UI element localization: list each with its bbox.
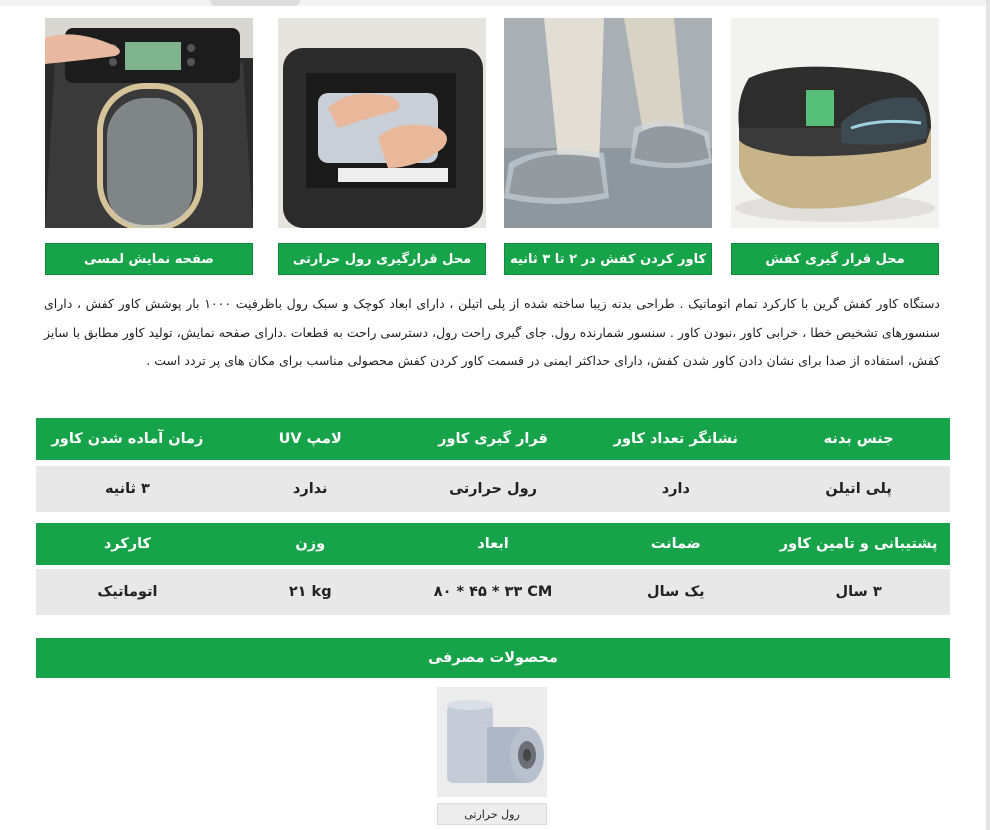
caption-shoe-cover: کاور کردن کفش در ۲ تا ۳ ثانیه <box>504 243 712 275</box>
specs-value-row-2 <box>36 569 950 615</box>
spec-value-uv-lamp: ندارد <box>292 481 328 497</box>
spec-header-body-material: جنس بدنه <box>823 431 894 447</box>
consumables-title: محصولات مصرفی <box>36 638 950 678</box>
spec-value-weight: ۲۱ kg <box>288 584 332 600</box>
spec-header-dimensions: ابعاد <box>477 536 509 552</box>
spec-value-warranty: یک سال <box>647 584 705 600</box>
spec-value-support: ۳ سال <box>835 584 882 600</box>
top-bar <box>0 0 990 6</box>
caption-thermal-roll: محل قرارگیری رول حرارتی <box>278 243 486 275</box>
spec-value-cover-counter: دارد <box>661 481 690 497</box>
top-bar-notch <box>210 0 300 6</box>
gallery-image-machine[interactable] <box>731 18 939 228</box>
spec-value-cover-placement: رول حرارتی <box>449 481 537 497</box>
product-thermal-roll-label[interactable]: رول حرارتی <box>437 803 547 825</box>
spec-value-dimensions: ۸۰ * ۴۵ * ۳۳ CM <box>433 584 553 600</box>
scrollbar-track[interactable] <box>986 0 990 830</box>
spec-header-weight: وزن <box>295 536 326 552</box>
gallery-image-touch-screen[interactable] <box>45 18 253 228</box>
caption-machine: محل قرار گیری کفش <box>731 243 939 275</box>
product-description: دستگاه کاور کفش گرین با کارکرد تمام اتوماتیک . طراحی بدنه زیبا ساخته شده از پلی اتیلن ، دارای ابعاد کوچک و سبک رول باظرفیت ۱۰۰۰ بار پوشش کاور کفش ، دارای سنسورهای تشخیص خطا ، خرابی کاور ،نبودن کاور . سنسور شمارنده رول. جای گیری راحت رول، دسترسی راحت به قطعات .دارای صفحه نمایش، تولید کاور مطابق با سایز کفش، استفاده از صدا برای نشان دادن کاور شدن کفش، دارای حداکثر ایمنی در قسمت کاور کردن کفش محصولی مناسب برای مکان های پر تردد است . <box>44 296 941 368</box>
spec-value-operation: اتوماتیک <box>97 584 158 600</box>
spec-value-body-material: پلی اتیلن <box>825 481 892 497</box>
gallery-image-thermal-roll[interactable] <box>278 18 486 228</box>
product-thermal-roll-image[interactable] <box>437 687 547 797</box>
spec-header-cover-counter: نشانگر تعداد کاور <box>613 431 738 447</box>
spec-header-uv-lamp: لامپ UV <box>278 431 342 447</box>
specs-value-row-1 <box>36 466 950 512</box>
spec-header-operation: کارکرد <box>103 536 151 552</box>
spec-header-support: پشتیبانی و تامین کاور <box>779 536 938 552</box>
spec-value-ready-time: ۳ ثانیه <box>104 481 150 497</box>
specs-header-row-1 <box>36 418 950 460</box>
spec-header-warranty: ضمانت <box>650 536 701 552</box>
specs-header-row-2 <box>36 523 950 565</box>
spec-header-cover-placement: قرار گیری کاور <box>438 431 548 447</box>
gallery-image-shoe-cover[interactable] <box>504 18 712 228</box>
spec-header-ready-time: زمان آماده شدن کاور <box>51 431 204 447</box>
caption-touch-screen: صفحه نمایش لمسی <box>45 243 253 275</box>
